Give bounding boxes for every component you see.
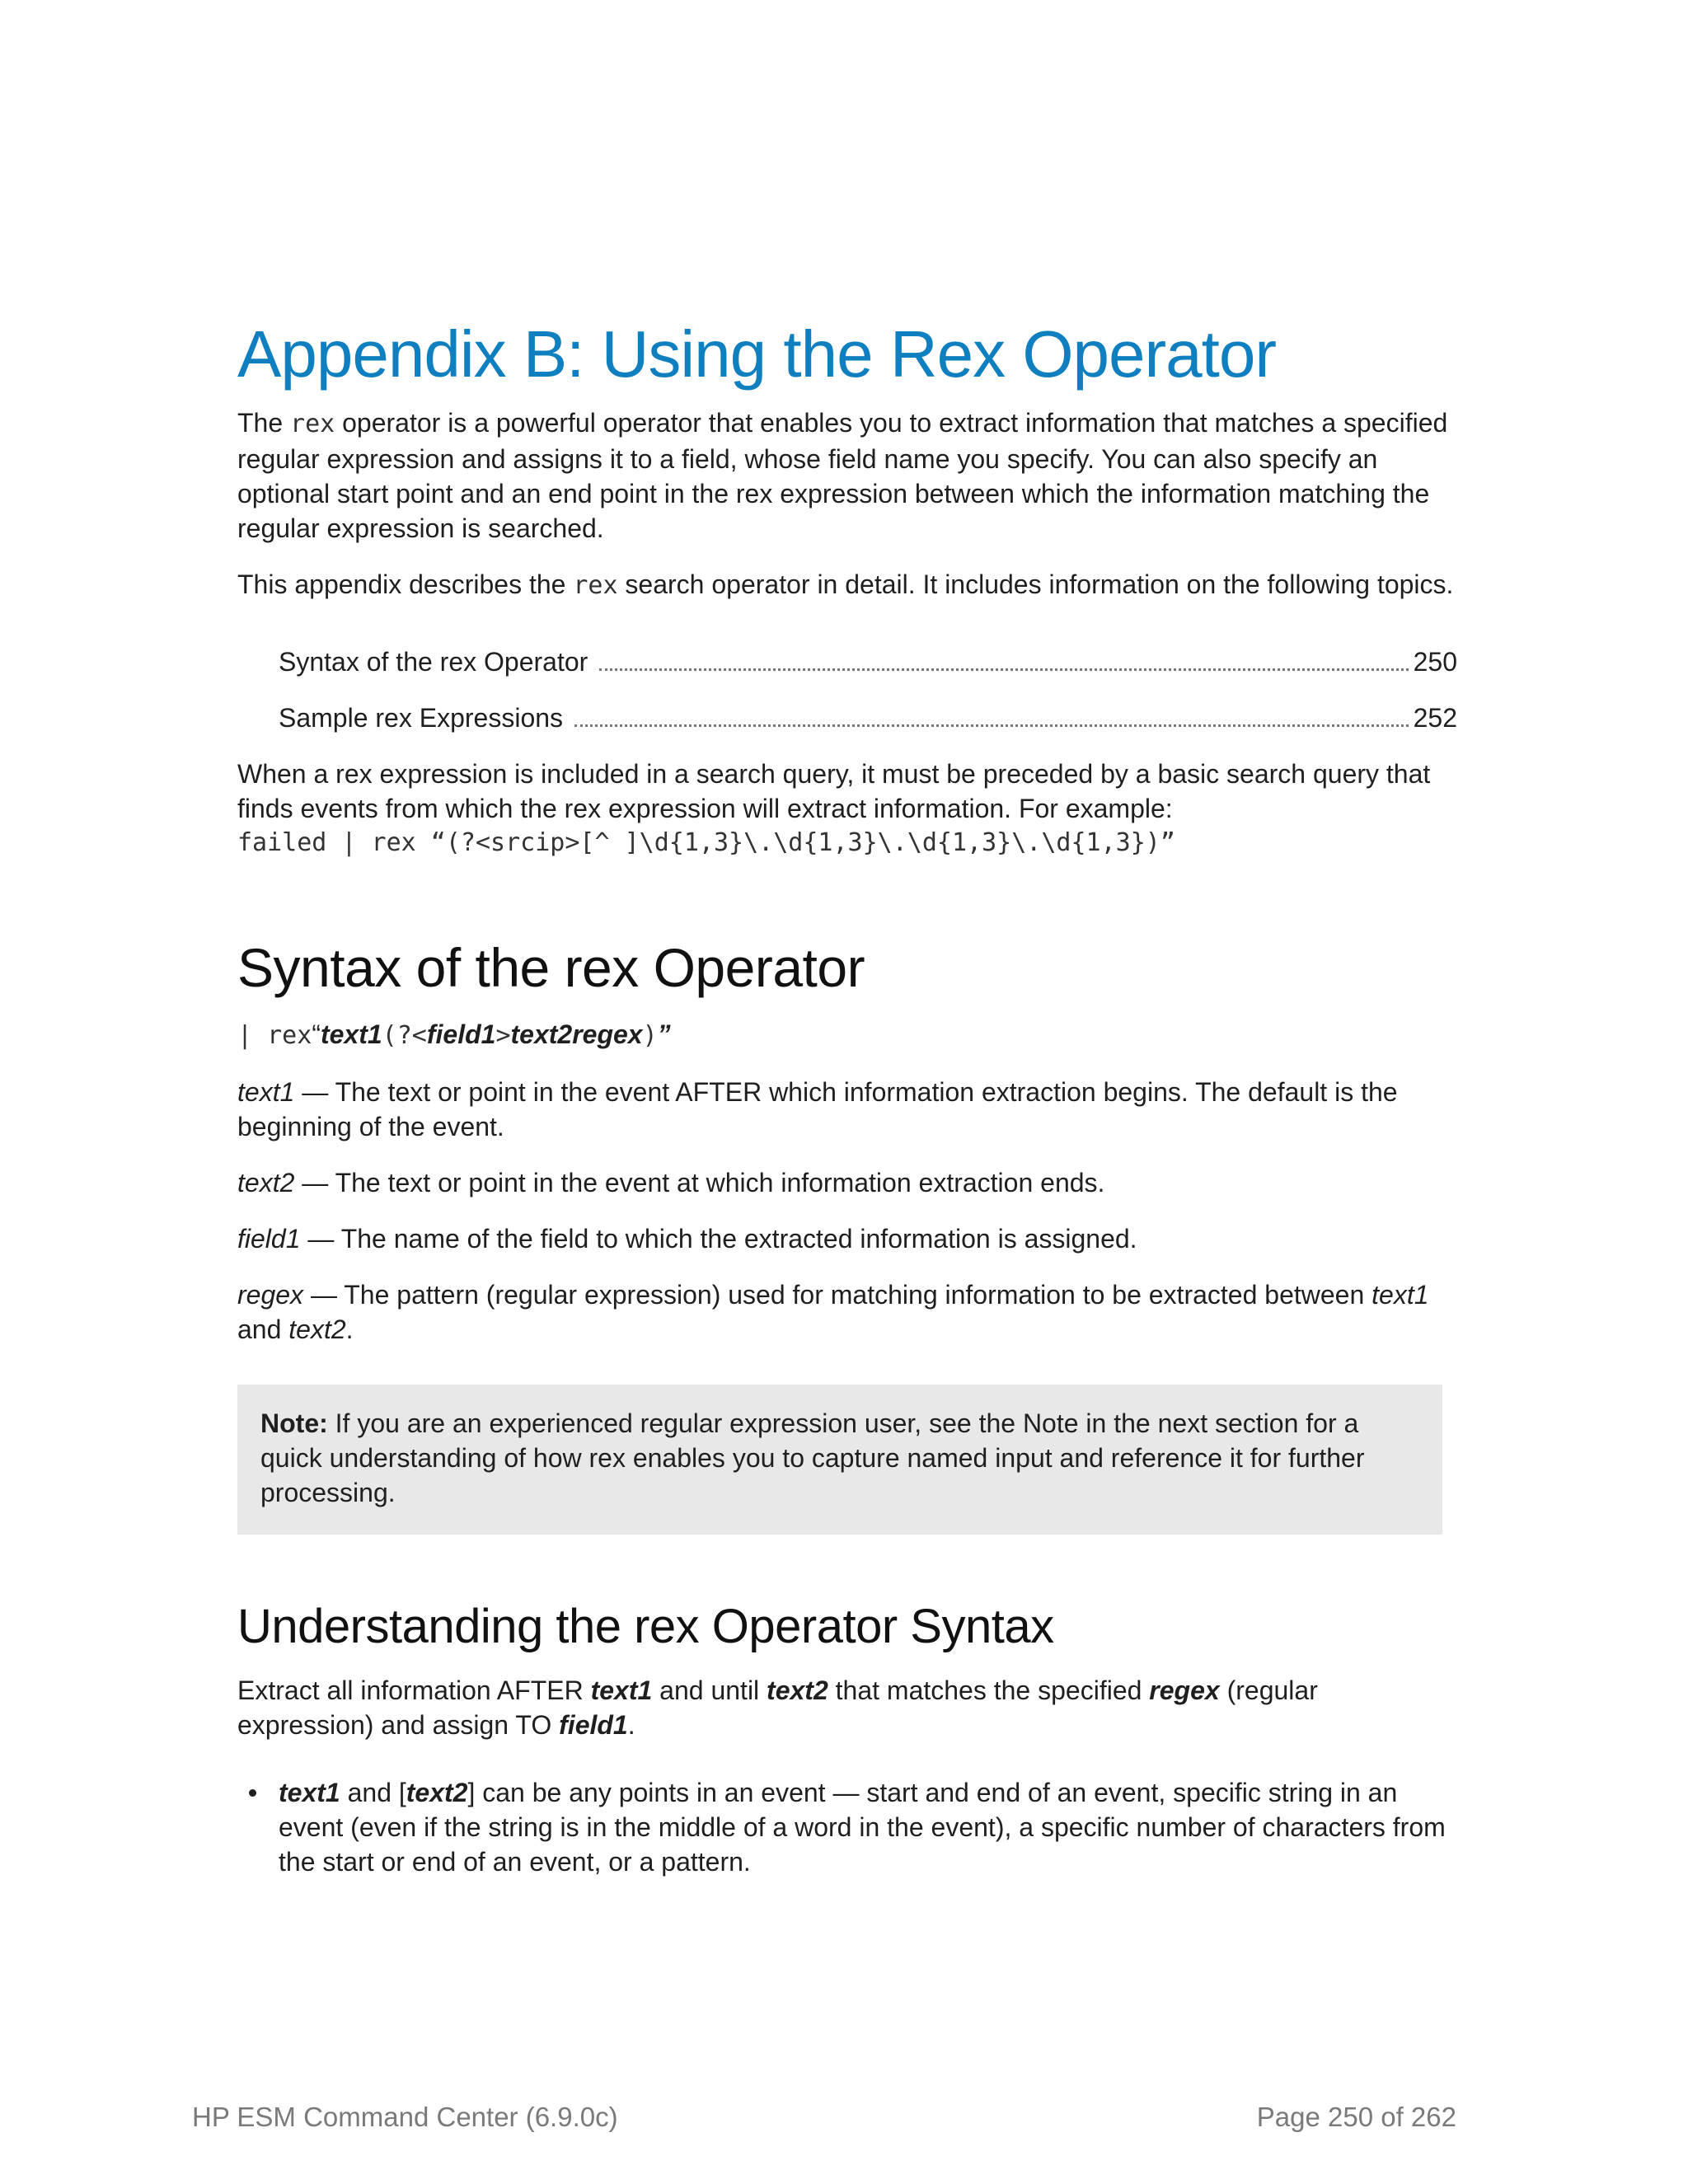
toc-entry-page[interactable]: 252 — [1413, 703, 1457, 733]
toc-dot-leader — [574, 724, 1409, 727]
definition-regex: regex — The pattern (regular expression) used for matching information to be extracted between text1 and text2. — [237, 1280, 1429, 1344]
list-item: text1 and [text2] can be any points in an event — start and end of an event, specific string in an event (even if the string is in the middle of a word in the event), a specific number of characters from the start or end of an event, or a pattern. — [237, 1775, 1457, 1879]
page-title: Appendix B: Using the Rex Operator — [237, 317, 1277, 391]
inline-code-rex: rex — [290, 410, 335, 438]
toc-entry-page[interactable]: 250 — [1413, 647, 1457, 677]
definition-text1: text1 — The text or point in the event AFTER which information extraction begins. The default is the beginning of the event. — [237, 1077, 1398, 1141]
bullet-icon — [249, 1789, 256, 1797]
understanding-paragraph: Extract all information AFTER text1 and until text2 that matches the specified regex (regular expression) and assign TO field1. — [237, 1675, 1318, 1740]
definition-field1: field1 — The name of the field to which the extracted information is assigned. — [237, 1224, 1137, 1254]
example-intro: When a rex expression is included in a search query, it must be preceded by a basic search query that finds events from which the rex expression will extract information. For example: — [237, 759, 1431, 823]
toc-entry-samples[interactable] — [279, 701, 1457, 735]
page-content — [237, 313, 1457, 1879]
intro-paragraph-1: The rex operator is a powerful operator that enables you to extract information that matches a specified regular expression and assigns it to a field, whose field name you specify. You can also specify an optional start point and an end point in the rex expression between which the information matching the regular expression is searched. — [237, 408, 1448, 543]
toc-dot-leader — [599, 668, 1408, 671]
bullet-list — [237, 1775, 1457, 1879]
note-text: If you are an experienced regular expression user, see the Note in the next section for a quick understanding of how rex enables you to capture named input and reference it for further processing. — [260, 1408, 1365, 1507]
intro-paragraph-2: This appendix describes the rex search operator in detail. It includes information on the following topics. — [237, 569, 1454, 600]
note-label: Note: — [260, 1408, 328, 1438]
inline-code-rex: rex — [573, 571, 618, 600]
example-code: failed | rex “(?<srcip>[^ ]\d{1,3}\.\d{1,3}\.\d{1,3}\.\d{1,3})” — [237, 828, 1175, 857]
footer-product: HP ESM Command Center (6.9.0c) — [192, 2102, 618, 2132]
topic-list — [237, 644, 1457, 735]
definition-text2: text2 — The text or point in the event at which information extraction ends. — [237, 1168, 1105, 1197]
toc-entry-label[interactable]: Sample rex Expressions — [279, 703, 564, 733]
syntax-expression: | rex“text1(?<field1>text2regex)” — [237, 1019, 671, 1050]
note-box — [237, 1385, 1442, 1535]
toc-entry-label[interactable]: Syntax of the rex Operator — [279, 647, 588, 677]
page-footer — [192, 2102, 1456, 2133]
footer-page-number: Page 250 of 262 — [1256, 2102, 1456, 2132]
section-heading-syntax: Syntax of the rex Operator — [237, 937, 865, 998]
section-heading-understanding: Understanding the rex Operator Syntax — [237, 1600, 1054, 1653]
toc-entry-syntax[interactable] — [279, 644, 1457, 679]
